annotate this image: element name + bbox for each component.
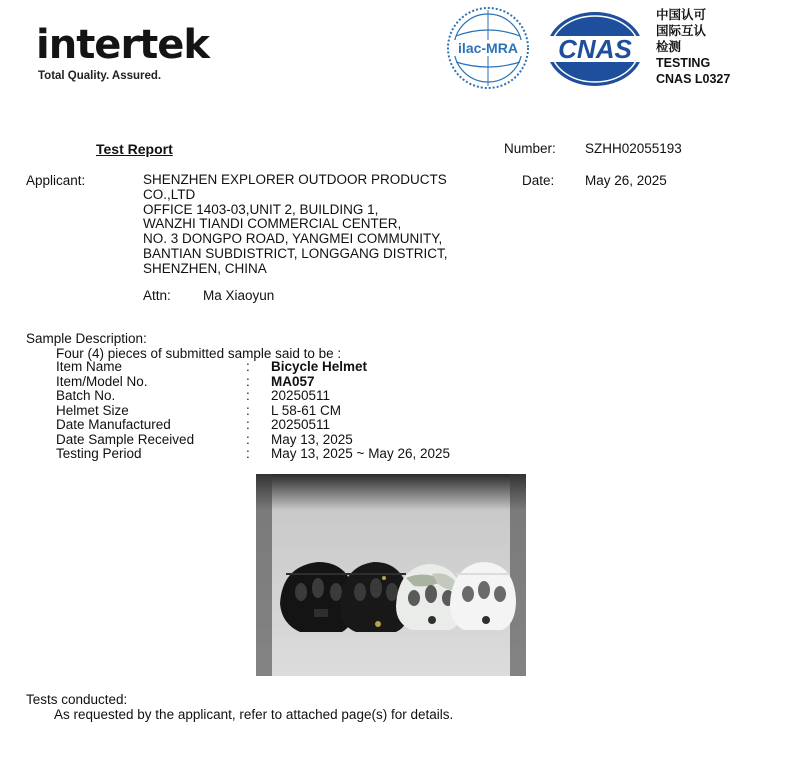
date-value: May 26, 2025 — [585, 173, 667, 188]
sample-row-label: Date Manufactured — [56, 417, 171, 432]
applicant-line: BANTIAN SUBDISTRICT, LONGGANG DISTRICT, — [143, 245, 448, 261]
cnas-logo — [545, 10, 645, 88]
accreditation-line: 检测 — [656, 40, 682, 54]
sample-row-value: May 13, 2025 ~ May 26, 2025 — [271, 446, 450, 461]
sample-row-testing-period — [56, 447, 450, 462]
number-value: SZHH02055193 — [585, 141, 682, 156]
applicant-line: CO.,LTD — [143, 186, 196, 202]
accreditation-line: CNAS L0327 — [656, 72, 731, 86]
accreditation-line: 国际互认 — [656, 24, 707, 38]
intertek-logo: intertek — [36, 22, 210, 68]
sample-row-label: Item Name — [56, 359, 123, 374]
ilac-mra-logo — [446, 6, 530, 90]
sample-description-title: Sample Description: — [26, 331, 147, 346]
tests-conducted-text: As requested by the applicant, refer to attached page(s) for details. — [54, 707, 454, 722]
sample-row-item-name — [56, 360, 450, 375]
sample-row-label: Date Sample Received — [56, 431, 195, 447]
sample-row-value: 20250511 — [271, 388, 331, 403]
cnas-logo-text: CNAS — [558, 34, 632, 64]
sample-row-colon: : — [246, 359, 250, 374]
sample-row-value: Bicycle Helmet — [271, 359, 368, 374]
sample-row-value: L 58-61 CM — [271, 402, 342, 418]
logo-tagline: Total Quality. Assured. — [38, 70, 162, 82]
sample-row-colon: : — [246, 417, 250, 432]
sample-row-batch-no — [56, 389, 450, 404]
sample-row-label: Helmet Size — [56, 402, 129, 418]
sample-row-colon: : — [246, 431, 250, 447]
applicant-line: SHENZHEN, CHINA — [143, 260, 267, 276]
sample-row-colon: : — [246, 388, 250, 403]
number-label: Number: — [504, 141, 556, 156]
applicant-line: NO. 3 DONGPO ROAD, YANGMEI COMMUNITY, — [143, 231, 443, 247]
sample-row-label: Item/Model No. — [56, 373, 148, 389]
sample-row-value: 20250511 — [271, 417, 331, 432]
sample-row-model-no — [56, 375, 450, 390]
ilac-logo-text: ilac-MRA — [458, 40, 518, 56]
sample-details-table — [56, 360, 450, 462]
sample-row-date-received — [56, 433, 450, 448]
report-title: Test Report — [96, 141, 173, 157]
attn-value: Ma Xiaoyun — [203, 288, 275, 303]
applicant-address — [143, 173, 448, 277]
applicant-label: Applicant: — [26, 173, 86, 188]
accreditation-line: TESTING — [656, 56, 711, 70]
sample-photo — [256, 474, 526, 676]
sample-row-label: Testing Period — [56, 446, 142, 461]
attn-label: Attn: — [143, 288, 171, 303]
applicant-line: SHENZHEN EXPLORER OUTDOOR PRODUCTS — [143, 172, 447, 187]
sample-row-colon: : — [246, 446, 250, 461]
sample-row-colon: : — [246, 402, 250, 418]
sample-intro: Four (4) pieces of submitted sample said to be : — [56, 346, 342, 361]
date-label: Date: — [522, 173, 555, 188]
sample-row-value: MA057 — [271, 373, 315, 389]
tests-conducted-title: Tests conducted: — [26, 692, 128, 707]
applicant-line: OFFICE 1403-03,UNIT 2, BUILDING 1, — [143, 201, 379, 217]
applicant-line: WANZHI TIANDI COMMERCIAL CENTER, — [143, 216, 402, 232]
sample-row-date-manufactured — [56, 418, 450, 433]
sample-row-colon: : — [246, 373, 250, 389]
sample-row-value: May 13, 2025 — [271, 431, 353, 447]
sample-row-label: Batch No. — [56, 388, 116, 403]
accreditation-line: 中国认可 — [656, 8, 707, 22]
sample-row-helmet-size — [56, 404, 450, 419]
accreditation-text — [656, 7, 730, 87]
